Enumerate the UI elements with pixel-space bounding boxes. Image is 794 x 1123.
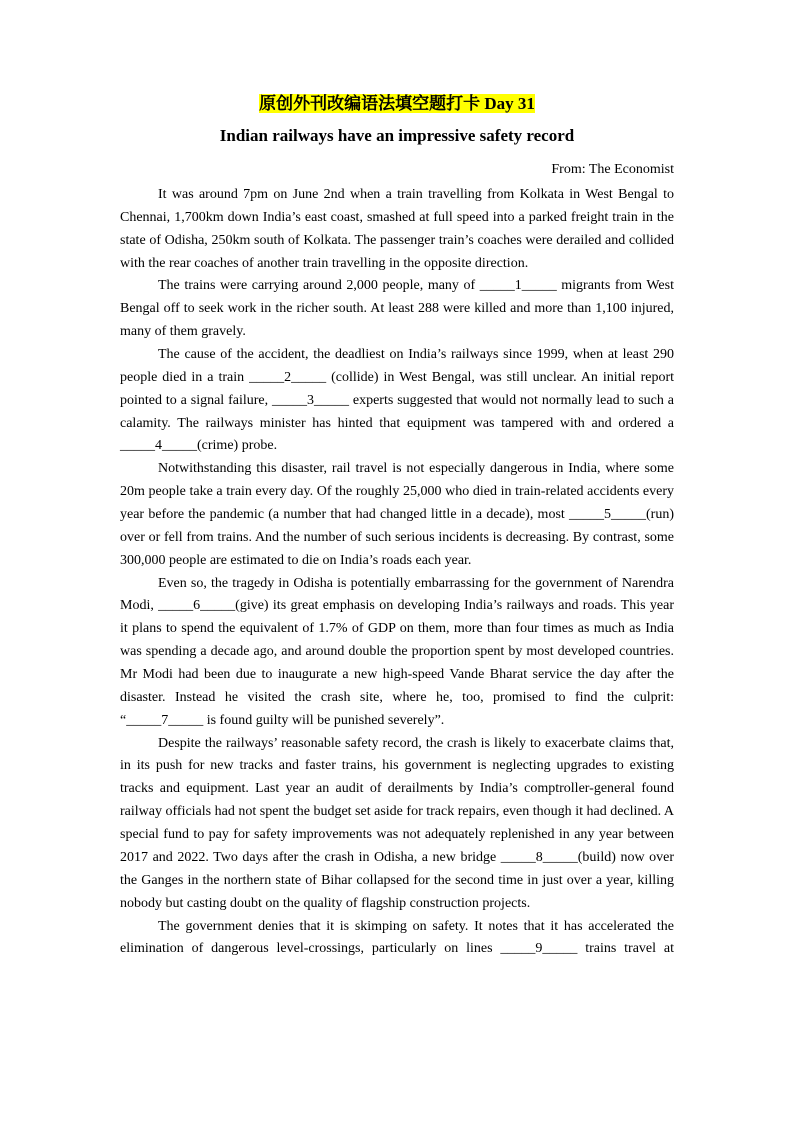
paragraph-2: The trains were carrying around 2,000 people, many of _____1_____ migrants from West Bengal off to seek work in the richer south. At least 288 were killed and more than 1,100 injured, many of them gravely.: [120, 278, 674, 340]
paragraph-5: Even so, the tragedy in Odisha is potentially embarrassing for the government of Narendra Modi, _____6_____(give) its great emphasis on developing India’s railways and roads. This year it plans to spend the equivalent of 1.7% of GDP on them, more than four times as much as India was spending a decade ago, and around double the proportion spent by most developed countries. Mr Modi had been due to inaugurate a new high-speed Vande Bharat service the day after the disaster. Instead he visited the crash site, where he, too, promised to find the culprit: “_____7_____ is found guilty will be punished severely”.: [120, 575, 674, 728]
paragraph-6: Despite the railways’ reasonable safety record, the crash is likely to exacerbate claims that, in its push for new tracks and faster trains, his government is neglecting upgrades to existing tracks and equipment. Last year an audit of derailments by India’s comptroller-general found railway officials had not spent the budget set aside for track repairs, even though it had declined. A special fund to pay for safety improvements was not adequately replenished in any year between 2017 and 2022. Two days after the crash in Odisha, a new bridge _____8_____(build) now over the Ganges in the northern state of Bihar collapsed for the second time in just over a year, killing nobody but casting doubt on the quality of flagship construction projects.: [120, 735, 674, 911]
article-source: From: The Economist: [551, 162, 674, 177]
paragraph-3: The cause of the accident, the deadliest on India’s railways since 1999, when at least 290 people died in a train _____2_____ (collide) in West Bengal, was still unclear. An initial report pointed to a signal failure, _____3_____ experts suggested that would not normally lead to such a calamity. The railways minister has hinted that equipment was tampered with and ordered a _____4_____(crime) probe.: [120, 347, 674, 454]
title-chinese: 原创外刊改编语法填空题打卡: [259, 94, 481, 113]
title-day: Day 31: [484, 94, 535, 113]
paragraph-7: The government denies that it is skimping on safety. It notes that it has accelerated the elimination of dangerous level-crossings, particularly on lines _____9_____ trains travel at: [120, 918, 674, 957]
paragraph-4: Notwithstanding this disaster, rail travel is not especially dangerous in India, where some 20m people take a train every day. Of the roughly 25,000 who died in train-related accidents every year before the pandemic (a number that had changed little in a decade), most _____5_____(run) over or fell from trains. And the number of such serious incidents is decreasing. By contrast, some 300,000 people are estimated to die on India’s roads each year.: [120, 461, 674, 568]
article-body: [120, 184, 674, 961]
paragraph-1: It was around 7pm on June 2nd when a train travelling from Kolkata in West Bengal to Chennai, 1,700km down India’s east coast, smashed at full speed into a parked freight train in the state of Odisha, 250km south of Kolkata. The passenger train’s coaches were derailed and collided with the rear coaches of another train travelling in the opposite direction.: [120, 187, 674, 271]
article-headline: Indian railways have an impressive safety record: [219, 126, 575, 145]
page-title: [0, 93, 794, 115]
